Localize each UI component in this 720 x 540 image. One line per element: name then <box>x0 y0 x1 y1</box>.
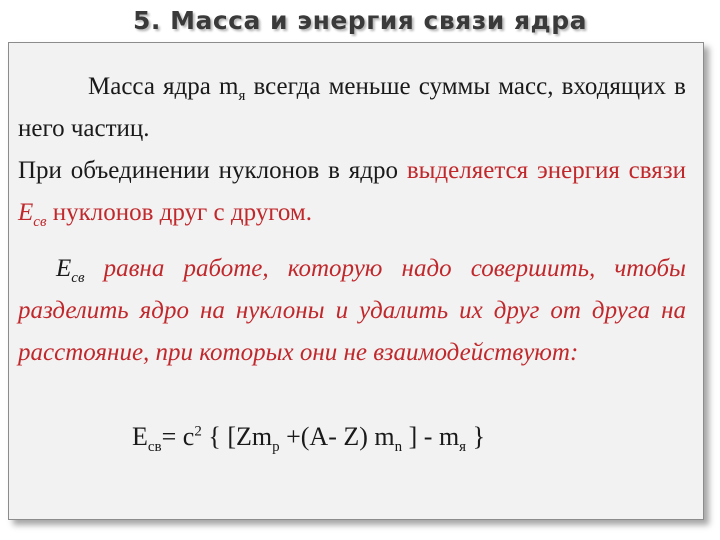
para3-symbol-sub: св <box>71 270 85 286</box>
para2-text-3: нуклонов друг с другом. <box>46 199 312 226</box>
paragraph-binding-energy <box>18 150 686 234</box>
para3-text: равна работе, которую надо совершить, чтобы разделить ядро на нуклоны и удалить их друг от друга на расстояние, при которых они не взаимодействуют: <box>18 255 686 366</box>
formula-sub-n: n <box>394 439 403 456</box>
binding-energy-formula <box>132 416 692 458</box>
para2-symbol: E <box>18 199 34 226</box>
para2-text-1: При объединении нуклонов в ядро <box>18 157 407 184</box>
paragraph-mass-defect <box>18 66 686 150</box>
formula-mid3: ] - m <box>402 422 460 451</box>
para1-text-1: Масса ядра m <box>88 73 239 100</box>
para1-sub: я <box>238 88 246 104</box>
formula-sub-ya: я <box>459 439 467 456</box>
formula-eq: = c <box>161 422 195 451</box>
para1-text-2: всегда меньше суммы масс, входящих в него частиц. <box>18 73 686 142</box>
paragraph-definition <box>18 248 686 374</box>
para2-text-2: энергия связи <box>528 157 686 184</box>
formula-mid2: +(A- Z) m <box>279 422 395 451</box>
formula-sub-p: p <box>272 439 280 456</box>
formula-lhs: E <box>132 422 148 451</box>
para2-symbol-sub: св <box>33 214 47 230</box>
formula-lhs-sub: св <box>147 439 162 456</box>
para3-symbol: E <box>56 255 72 282</box>
formula-end: } <box>466 422 486 451</box>
formula-mid1: { [Zm <box>201 422 273 451</box>
slide-title: 5. Масса и энергия связи ядра <box>132 6 587 35</box>
para2-highlight: выделяется <box>406 157 529 184</box>
formula-sup: 2 <box>194 423 202 440</box>
